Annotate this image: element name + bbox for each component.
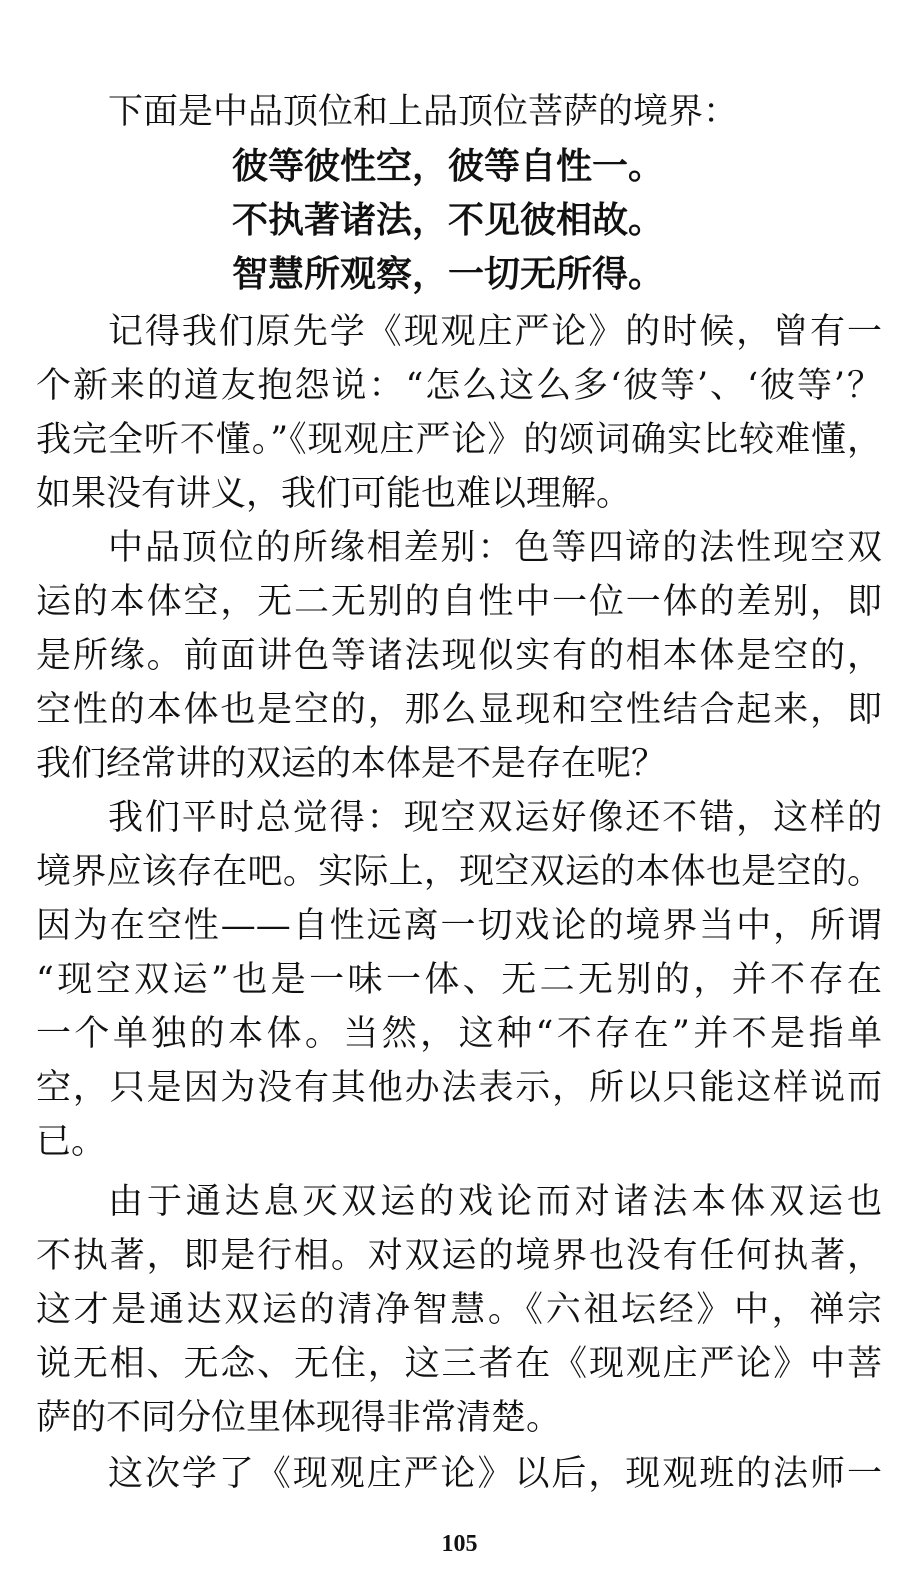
paragraph-line: 我们经常讲的双运的本体是不是存在呢？ — [36, 744, 667, 784]
verse-line: 智慧所观察，一切无所得。 — [232, 254, 665, 295]
paragraph-line: 我完全听不懂。”《现观庄严论》的颂词确实比较难懂， — [36, 420, 882, 460]
paragraph-line: 已。 — [36, 1122, 107, 1162]
paragraph-line: 个新来的道友抱怨说：“怎么这么多‘彼等’、‘彼等’？ — [36, 366, 882, 406]
paragraph-line: 运的本体空，无二无别的自性中一位一体的差别，即 — [36, 582, 882, 622]
paragraph-line: 空性的本体也是空的，那么显现和空性结合起来，即 — [36, 690, 882, 730]
paragraph-line: 是所缘。前面讲色等诸法现似实有的相本体是空的， — [36, 636, 882, 676]
verse-line: 彼等彼性空，彼等自性一。 — [232, 146, 665, 187]
paragraph-line: 记得我们原先学《现观庄严论》的时候，曾有一 — [108, 312, 882, 352]
paragraph-line: 空，只是因为没有其他办法表示，所以只能这样说而 — [36, 1068, 882, 1108]
paragraph-line: “现空双运”也是一味一体、无二无别的，并不存在 — [36, 960, 882, 1000]
verse-line: 不执著诸法，不见彼相故。 — [232, 200, 665, 241]
paragraph-line: 我们平时总觉得：现空双运好像还不错，这样的 — [108, 798, 882, 838]
paragraph-line: 由于通达息灭双运的戏论而对诸法本体双运也 — [108, 1182, 882, 1222]
paragraph-line: 说无相、无念、无住，这三者在《现观庄严论》中菩 — [36, 1344, 882, 1384]
page-number: 105 — [441, 1531, 478, 1557]
paragraph-line: 如果没有讲义，我们可能也难以理解。 — [36, 474, 632, 514]
paragraph-line: 不执著，即是行相。对双运的境界也没有任何执著， — [36, 1236, 882, 1276]
paragraph-line: 一个单独的本体。当然，这种“不存在”并不是指单 — [36, 1014, 882, 1054]
intro-line: 下面是中品顶位和上品顶位菩萨的境界： — [108, 92, 739, 132]
paragraph-line: 这次学了《现观庄严论》以后，现观班的法师一 — [108, 1454, 882, 1494]
paragraph-line: 因为在空性——自性远离一切戏论的境界当中，所谓 — [36, 906, 882, 946]
paragraph-line: 境界应该存在吧。实际上，现空双运的本体也是空的。 — [36, 852, 882, 892]
paragraph-line: 这才是通达双运的清净智慧。《六祖坛经》中，禅宗 — [36, 1290, 882, 1330]
paragraph-line: 萨的不同分位里体现得非常清楚。 — [36, 1398, 562, 1438]
paragraph-line: 中品顶位的所缘相差别：色等四谛的法性现空双 — [108, 528, 882, 568]
